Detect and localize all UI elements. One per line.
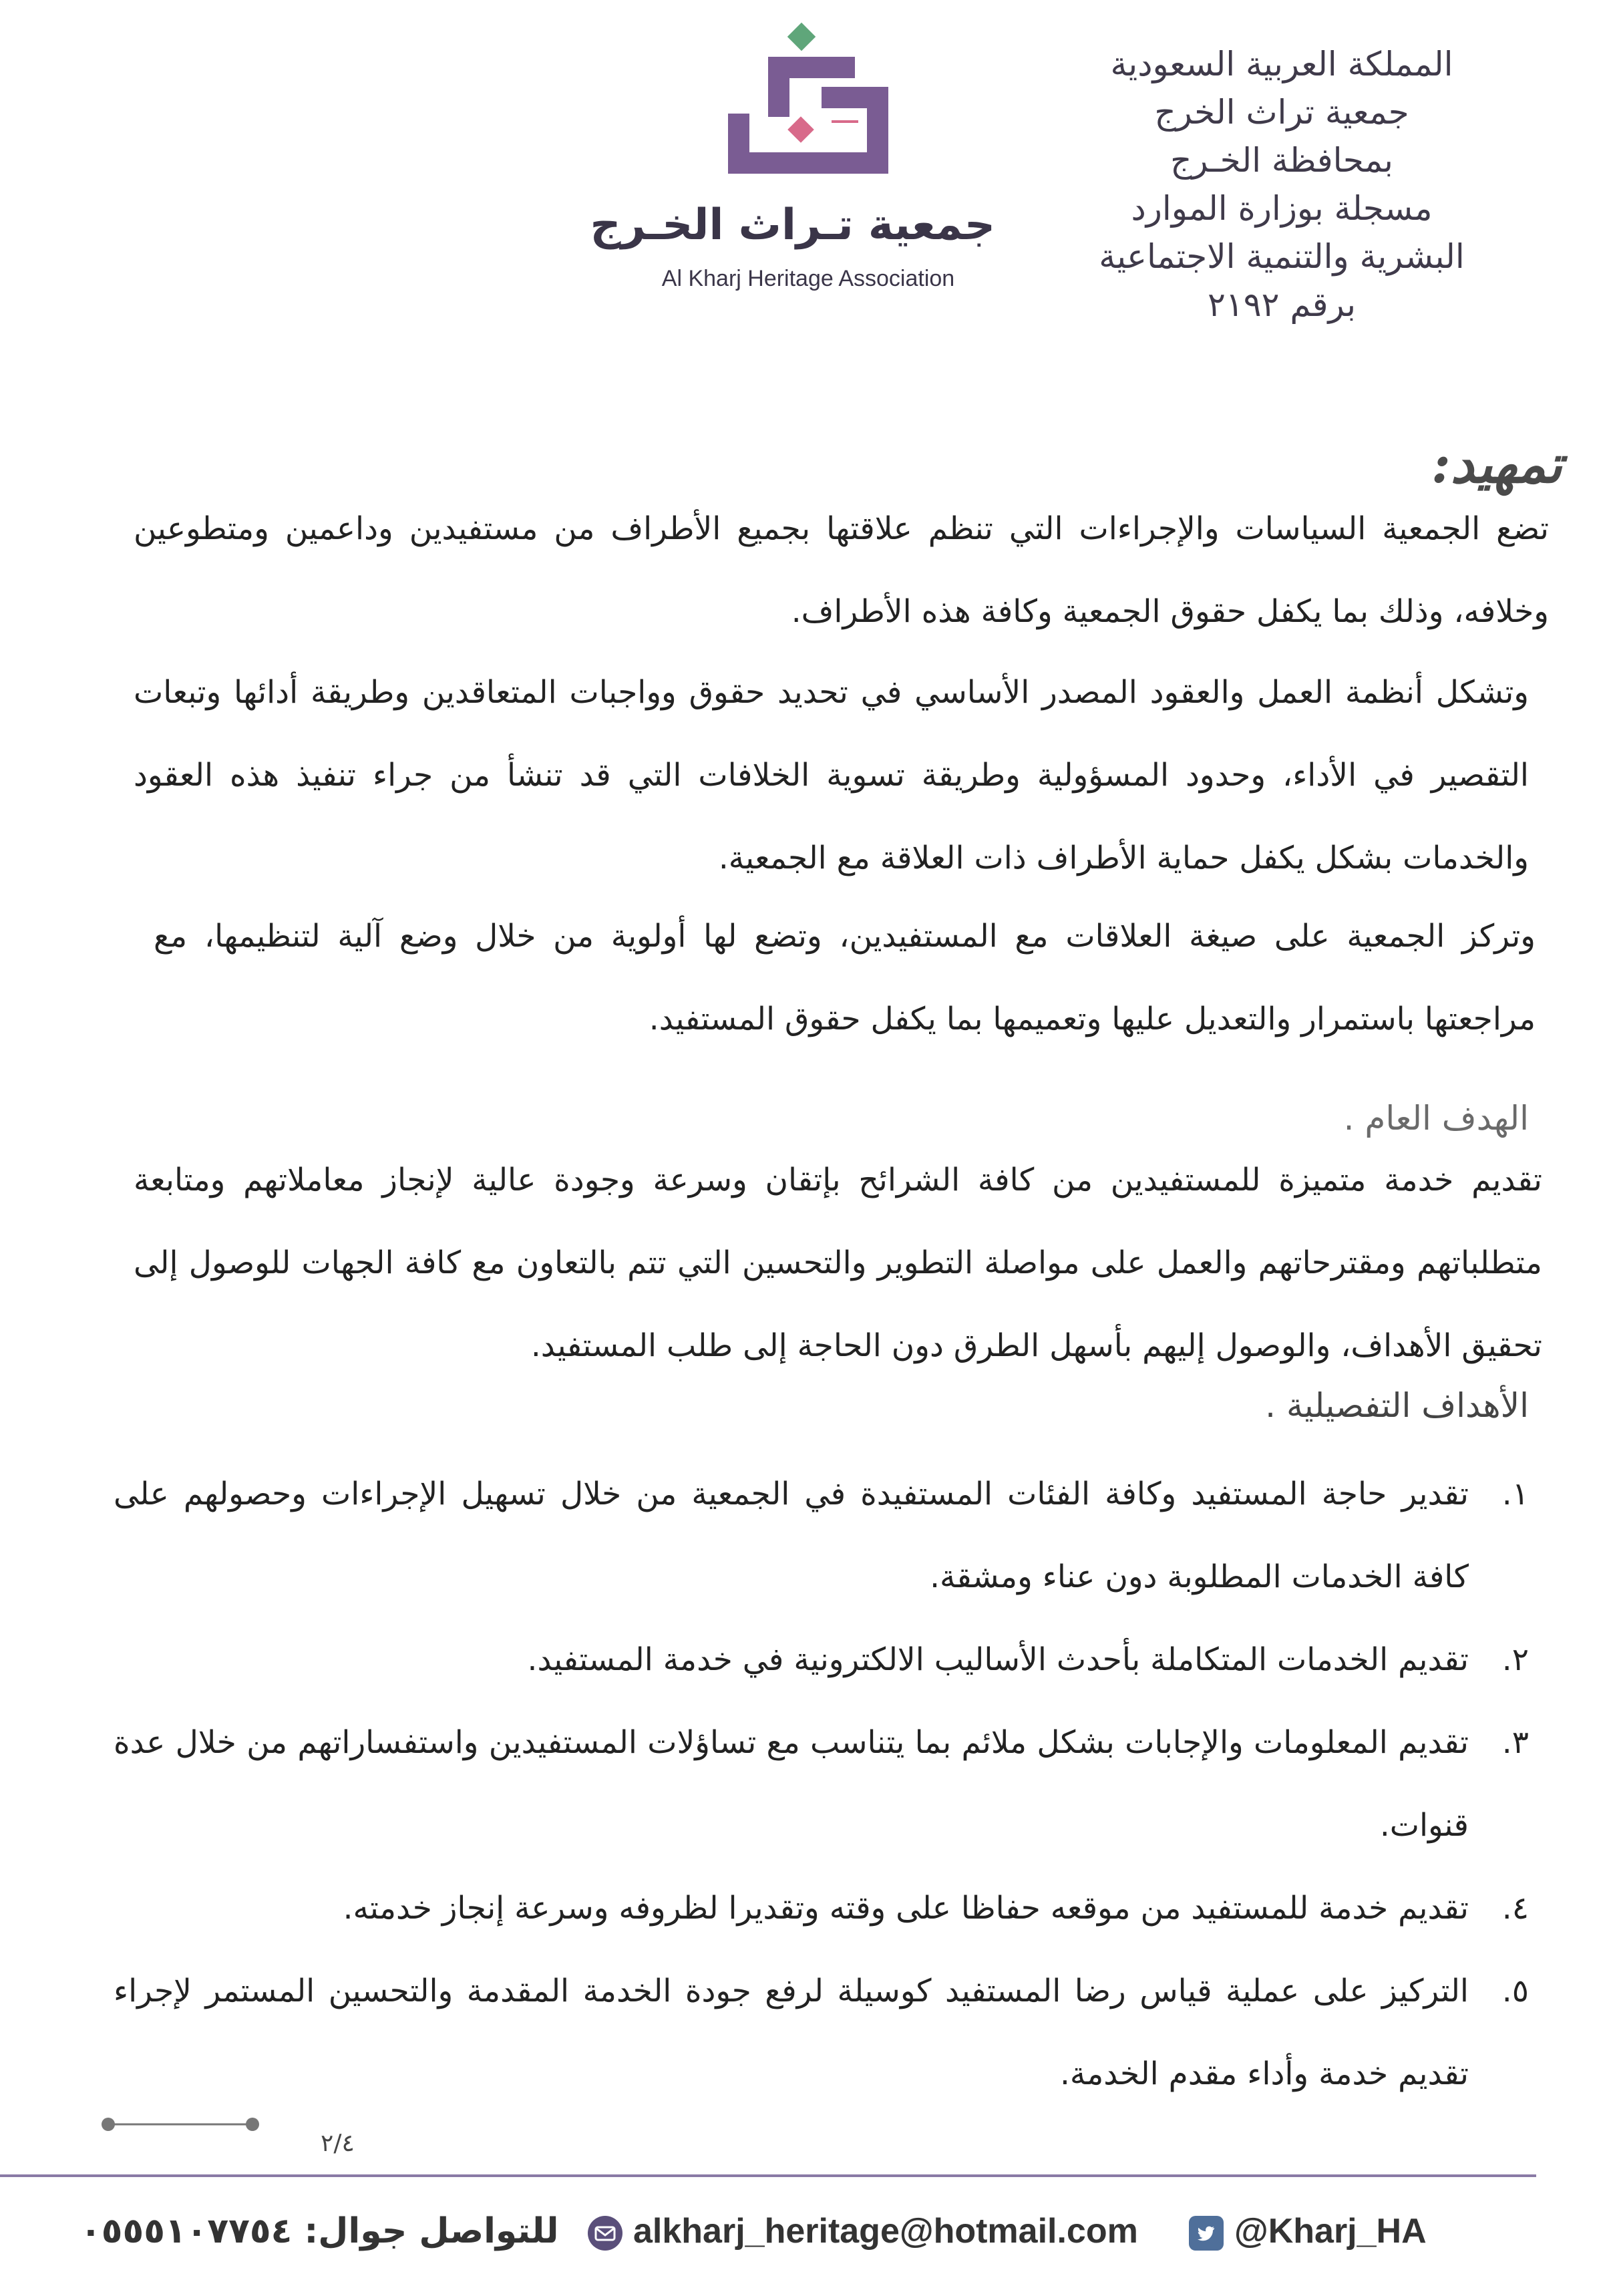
list-item: [114, 1701, 1529, 1867]
list-item-text: تقديم خدمة للمستفيد من موقعه حفاظا على وقته وتقديرا لظروفه وسرعة إنجاز خدمته.: [343, 1890, 1469, 1927]
contact-footer: [0, 2198, 1609, 2278]
organization-header: [1028, 40, 1536, 329]
header-line-country: المملكة العربية السعودية: [1110, 45, 1453, 84]
list-item-number: ١.: [1501, 1476, 1529, 1512]
general-goal-title: الهدف العام .: [1343, 1099, 1529, 1138]
association-logo: [590, 20, 995, 301]
list-item: [114, 1453, 1529, 1619]
list-item-text: تقديم الخدمات المتكاملة بأحدث الأساليب الالكترونية في خدمة المستفيد.: [527, 1641, 1469, 1678]
list-item-text: التركيز على عملية قياس رضا المستفيد كوسيلة لرفع جودة الخدمة المقدمة والتحسين المستمر لإجراء تقديم خدمة وأداء مقدم الخدمة.: [114, 1973, 1469, 2092]
page-number: ٢/٤: [321, 2130, 355, 2157]
list-item-number: ٣.: [1501, 1724, 1529, 1761]
page-divider-dots-icon: [100, 2114, 260, 2134]
intro-title: تمهيد:: [1431, 434, 1562, 495]
contact-email-text: alkharj_heritage@hotmail.com: [633, 2212, 1138, 2251]
detailed-goals-list: [114, 1453, 1529, 2116]
list-item: [114, 1950, 1529, 2116]
header-line-association: جمعية تراث الخرج: [1154, 93, 1409, 132]
contact-phone: للتواصل جوال: ٠٥٥٥١٠٧٧٥٤: [80, 2211, 559, 2251]
intro-paragraph-2: [134, 651, 1529, 900]
list-item: [114, 1867, 1529, 1950]
logo-name-english: Al Kharj Heritage Association: [661, 266, 955, 291]
header-line-governorate: بمحافظة الخـرج: [1170, 141, 1393, 180]
list-item-number: ٢.: [1501, 1641, 1529, 1678]
footer-divider: [0, 2174, 1536, 2177]
list-item-text: تقدير حاجة المستفيد وكافة الفئات المستفيدة في الجمعية من خلال تسهيل الإجراءات وحصولهم على كافة الخدمات المطلوبة دون عناء ومشقة.: [114, 1476, 1469, 1595]
intro-paragraph-1-text: تضع الجمعية السياسات والإجراءات التي تنظم علاقتها بجميع الأطراف من مستفيدين وداعمين ومتطوعين وخلافه، وذلك بما يكفل حقوق الجمعية وكافة هذه الأطراف.: [134, 510, 1549, 630]
list-item-number: ٥.: [1501, 1973, 1529, 2009]
contact-twitter-text: @Kharj_HA: [1234, 2212, 1427, 2251]
header-line-registration-number: برقم ٢١٩٢: [1208, 285, 1356, 324]
twitter-icon: [1189, 2216, 1224, 2251]
logo-mark-icon: [715, 20, 902, 187]
contact-twitter[interactable]: [1189, 2211, 1427, 2251]
list-item-text: تقديم المعلومات والإجابات بشكل ملائم بما يتناسب مع تساؤلات المستفيدين واستفساراتهم من خلال عدة قنوات.: [114, 1724, 1469, 1844]
contact-email[interactable]: [588, 2211, 1138, 2251]
general-goal-paragraph: [134, 1139, 1542, 1387]
intro-paragraph-2-text: وتشكل أنظمة العمل والعقود المصدر الأساسي في تحديد حقوق وواجبات المتعاقدين وطريقة أدائها وتبعات التقصير في الأداء، وحدود المسؤولية وطريقة تسوية الخلافات التي قد تنشأ من جراء تنفيذ هذه العقود والخدمات بشكل يكفل حماية الأطراف ذات العلاقة مع الجمعية.: [134, 674, 1529, 876]
list-item-number: ٤.: [1501, 1890, 1529, 1927]
header-line-ministry: البشرية والتنمية الاجتماعية: [1099, 237, 1465, 276]
list-item: [114, 1619, 1529, 1701]
intro-paragraph-1: [134, 488, 1549, 653]
logo-name-arabic: جمعية تـراث الخـرج: [590, 200, 995, 250]
detailed-goals-title: الأهداف التفصيلية .: [1265, 1386, 1529, 1425]
general-goal-text: تقديم خدمة متميزة للمستفيدين من كافة الشرائح بإتقان وسرعة وجودة عالية لإنجاز معاملاتهم ومتابعة متطلباتهم ومقترحاتهم والعمل على مواصلة التطوير والتحسين التي تتم بالتعاون مع كافة الجهات للوصول إلى تحقيق الأهداف، والوصول إليهم بأسهل الطرق دون الحاجة إلى طلب المستفيد.: [134, 1162, 1542, 1364]
intro-paragraph-3-text: وتركز الجمعية على صيغة العلاقات مع المستفيدين، وتضع لها أولوية من خلال وضع آلية لتنظيمها، مع مراجعتها باستمرار والتعديل عليها وتعميمها بما يكفل حقوق المستفيد.: [154, 918, 1536, 1037]
intro-paragraph-3: [154, 895, 1536, 1061]
header-line-registered: مسجلة بوزارة الموارد: [1131, 189, 1433, 228]
email-icon: [588, 2216, 622, 2251]
